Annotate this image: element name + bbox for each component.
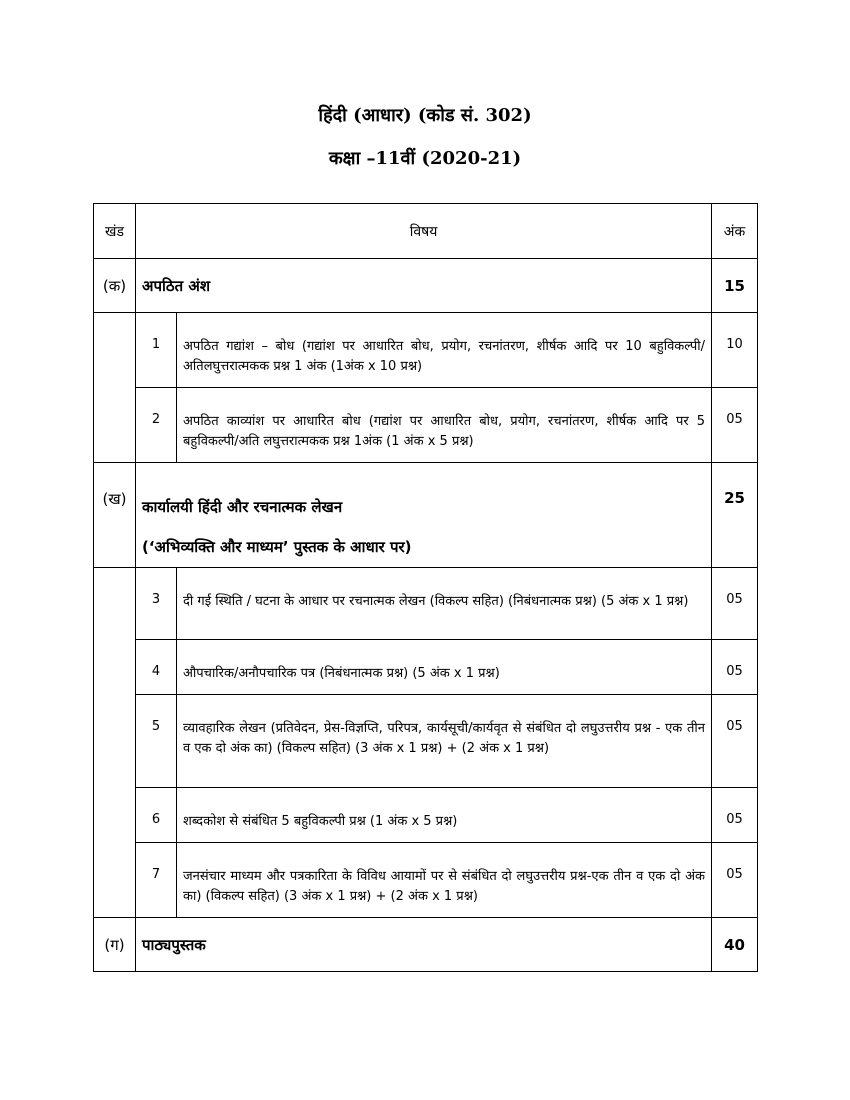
table-row xyxy=(94,695,758,788)
section-khand: (ग) xyxy=(94,918,136,972)
item-marks: 05 xyxy=(712,640,758,695)
item-text: जनसंचार माध्यम और पत्रकारिता के विविध आयामों पर से संबंधित दो लघुउत्तरीय प्रश्न-एक तीन व एक दो अंक का) (विकल्प सहित) (3 अंक x 1 प्रश्न) + (2 अंक x 1 प्रश्न) xyxy=(177,843,712,918)
section-row-ka xyxy=(94,259,758,313)
table-row xyxy=(94,640,758,695)
item-text: शब्दकोश से संबंधित 5 बहुविकल्पी प्रश्न (1 अंक x 5 प्रश्न) xyxy=(177,788,712,843)
section-subtitle: (‘अभिव्यक्ति और माध्यम’ पुस्तक के आधार पर) xyxy=(142,538,412,556)
table-row xyxy=(94,313,758,388)
section-marks: 15 xyxy=(712,259,758,313)
item-marks: 05 xyxy=(712,695,758,788)
header-khand: खंड xyxy=(94,204,136,259)
blank-cell xyxy=(94,313,136,463)
item-number: 6 xyxy=(136,788,177,843)
item-number: 2 xyxy=(136,388,177,463)
item-number: 7 xyxy=(136,843,177,918)
section-row-ga xyxy=(94,918,758,972)
document-title: हिंदी (आधार) (कोड सं. 302) xyxy=(318,105,532,126)
item-number: 4 xyxy=(136,640,177,695)
item-text: दी गई स्थिति / घटना के आधार पर रचनात्मक लेखन (विकल्प सहित) (निबंधनात्मक प्रश्न) (5 अंक x 1 प्रश्न) xyxy=(177,568,712,640)
item-marks: 10 xyxy=(712,313,758,388)
item-number: 1 xyxy=(136,313,177,388)
section-title: अपठित अंश xyxy=(136,259,712,313)
item-text: अपठित काव्यांश पर आधारित बोध (गद्यांश पर आधारित बोध, प्रयोग, रचनांतरण, शीर्षक आदि पर 5 बहुविकल्पी/अति लघुत्तरात्मकक प्रश्न 1अंक (1 अंक x 5 प्रश्न) xyxy=(177,388,712,463)
item-number: 3 xyxy=(136,568,177,640)
header-ank: अंक xyxy=(712,204,758,259)
section-title-block xyxy=(136,463,712,568)
item-text: अपठित गद्यांश – बोध (गद्यांश पर आधारित बोध, प्रयोग, रचनांतरण, शीर्षक आदि पर 10 बहुविकल्पी/अतिलघुत्तरात्मकक प्रश्न 1 अंक (1अंक x 10 प्रश्न) xyxy=(177,313,712,388)
section-title: पाठ्यपुस्तक xyxy=(136,918,712,972)
item-marks: 05 xyxy=(712,788,758,843)
item-marks: 05 xyxy=(712,843,758,918)
item-marks: 05 xyxy=(712,568,758,640)
section-khand: (ख) xyxy=(94,463,136,568)
table-row xyxy=(94,568,758,640)
table-row xyxy=(94,843,758,918)
header-vishay: विषय xyxy=(136,204,712,259)
syllabus-table xyxy=(93,203,758,972)
item-number: 5 xyxy=(136,695,177,788)
section-marks: 40 xyxy=(712,918,758,972)
item-text: औपचारिक/अनौपचारिक पत्र (निबंधनात्मक प्रश्न) (5 अंक x 1 प्रश्न) xyxy=(177,640,712,695)
section-row-kha xyxy=(94,463,758,568)
class-year-title: कक्षा –11वीं (2020-21) xyxy=(328,148,522,169)
table-row xyxy=(94,388,758,463)
blank-cell xyxy=(94,568,136,918)
table-row xyxy=(94,788,758,843)
item-text: व्यावहारिक लेखन (प्रतिवेदन, प्रेस-विज्ञप्ति, परिपत्र, कार्यसूची/कार्यवृत से संबंधित दो लघुउत्तरीय प्रश्न - एक तीन व एक दो अंक का) (विकल्प सहित) (3 अंक x 1 प्रश्न) + (2 अंक x 1 प्रश्न) xyxy=(177,695,712,788)
section-marks: 25 xyxy=(712,463,758,568)
table-header-row xyxy=(94,204,758,259)
section-khand: (क) xyxy=(94,259,136,313)
item-marks: 05 xyxy=(712,388,758,463)
section-title: कार्यालयी हिंदी और रचनात्मक लेखन xyxy=(142,498,343,516)
